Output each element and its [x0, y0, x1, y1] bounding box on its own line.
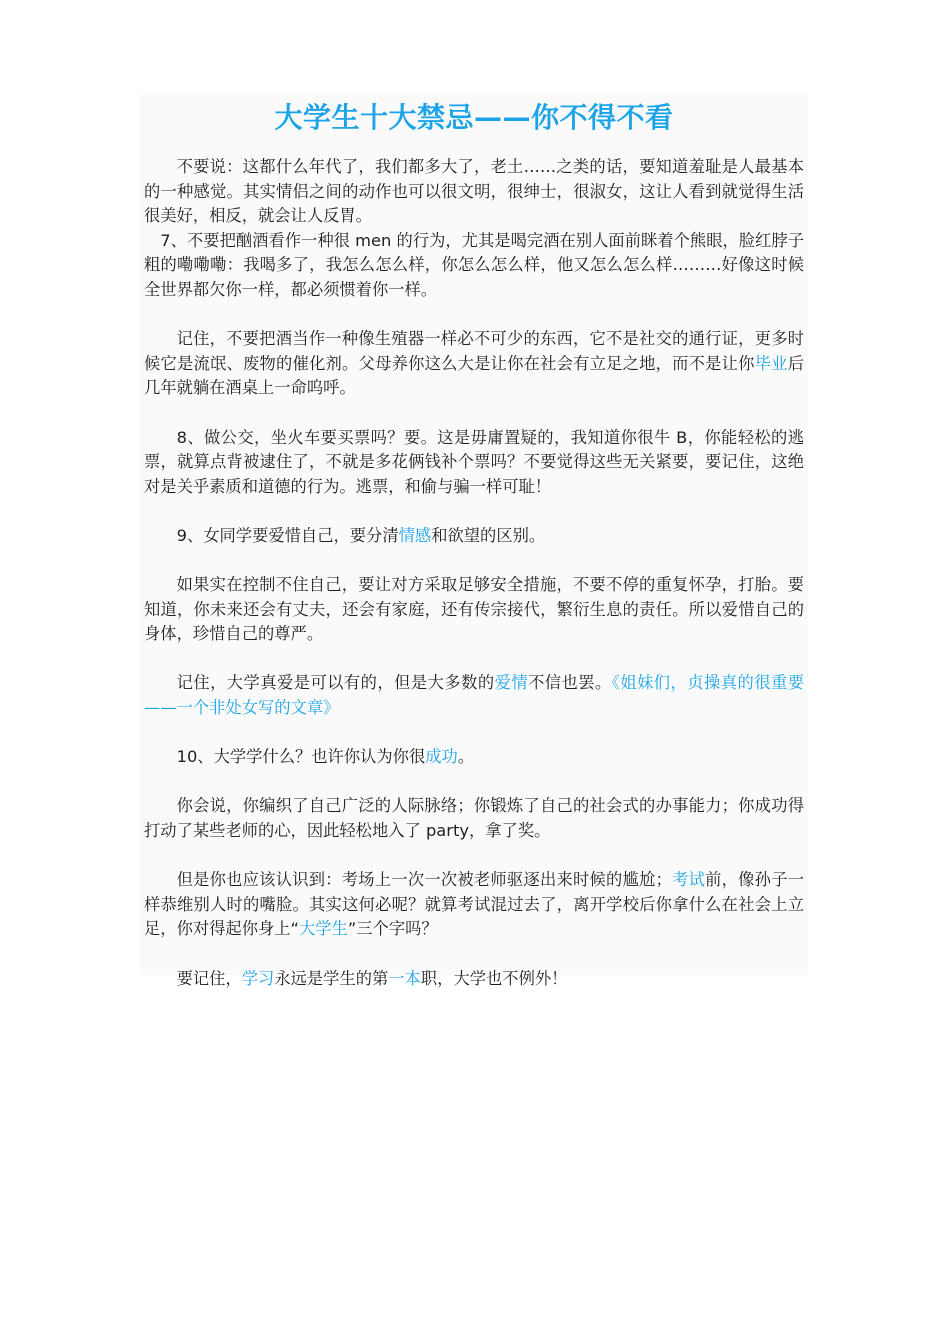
paragraph-3 — [144, 327, 804, 401]
text-span: 记住，大学真爱是可以有的，但是大多数的 — [176, 673, 495, 693]
text-span: 但是你也应该认识到：考场上一次一次被老师驱逐出来时候的尴尬； — [176, 870, 672, 890]
link-emotion[interactable]: 情感 — [398, 525, 432, 545]
text-span: 10、大学学什么？也许你认为你很 — [176, 747, 426, 767]
text-span: ”三个字吗？ — [347, 919, 438, 939]
paragraph-item-9 — [144, 524, 804, 549]
paragraph-item-7: 7、不要把酗酒看作一种很 men 的行为，尤其是喝完酒在别人面前眯着个熊眼，脸红脖子粗的嘞嘞嘞：我喝多了，我怎么怎么样，你怎么怎么样，他又怎么怎么样………好像这时候全世界都欠你一样，都必须惯着你一样。 — [144, 230, 804, 299]
text-span: 记住，不要把酒当作一种像生殖器一样必不可少的东西，它不是社交的通行证，更多时候它是流氓、废物的催化剂。父母养你这么大是让你在社会有立足之地，而不是让你 — [144, 329, 804, 373]
article-title: 大学生十大禁忌——你不得不看 — [274, 101, 674, 134]
text-span: 职，大学也不例外！ — [420, 968, 568, 988]
text-span: 不信也罢。 — [528, 673, 612, 693]
link-success[interactable]: 成功 — [425, 747, 458, 767]
link-college-student[interactable]: 大学生 — [298, 919, 348, 939]
link-first[interactable]: 一本 — [388, 968, 421, 988]
text-span: 永远是学生的第 — [274, 968, 389, 988]
text-span: 和欲望的区别。 — [431, 525, 546, 545]
text-span: 前，像孙子一样恭维别人时的嘴脸。其实这何必呢？就算考试混过去了，离开学校后你拿什么在社会上立足，你对得起你身上“ — [144, 870, 804, 939]
paragraph-9: 你会说，你编织了自己广泛的人际脉络；你锻炼了自己的社会式的办事能力；你成功得打动了某些老师的心，因此轻松地入了 party，拿了奖。 — [144, 796, 804, 841]
paragraph-item-10 — [144, 745, 804, 770]
paragraph-item-8: 8、做公交，坐火车要买票吗？要。这是毋庸置疑的，我知道你很牛 B，你能轻松的逃票，就算点背被逮住了，不就是多花俩钱补个票吗？不要觉得这些无关紧要，要记住，这绝对是关乎素质和道德的行为。逃票，和偷与骗一样可耻！ — [144, 427, 804, 496]
text-span: 9、女同学要爱惜自己，要分清 — [176, 525, 399, 545]
article-body — [144, 155, 804, 991]
text-span: 。 — [457, 747, 475, 767]
text-span: 后几年就躺在酒桌上一命呜呼。 — [144, 353, 804, 398]
link-love[interactable]: 爱情 — [494, 673, 529, 693]
link-graduation[interactable]: 毕业 — [754, 353, 788, 373]
link-study[interactable]: 学习 — [241, 968, 275, 988]
paragraph-6: 如果实在控制不住自己，要让对方采取足够安全措施，不要不停的重复怀孕，打胎。要知道，你未来还会有丈夫，还会有家庭，还有传宗接代，繁衍生息的责任。所以爱惜自己的身体，珍惜自己的尊严。 — [144, 575, 804, 644]
paragraph-10 — [144, 868, 804, 942]
paragraph-7 — [144, 671, 804, 720]
text-span: 要记住， — [176, 968, 242, 988]
link-article[interactable]: 《姐妹们，贞操真的很重要——一个非处女写的文章》 — [144, 673, 804, 718]
paragraph-11 — [144, 967, 804, 992]
link-exam[interactable]: 考试 — [671, 870, 706, 890]
paragraph-1: 不要说：这都什么年代了，我们都多大了，老土……之类的话，要知道羞耻是人最基本的一种感觉。其实情侣之间的动作也可以很文明，很绅士，很淑女，这让人看到就觉得生活很美好，相反，就会让人反胃。 — [144, 157, 804, 226]
